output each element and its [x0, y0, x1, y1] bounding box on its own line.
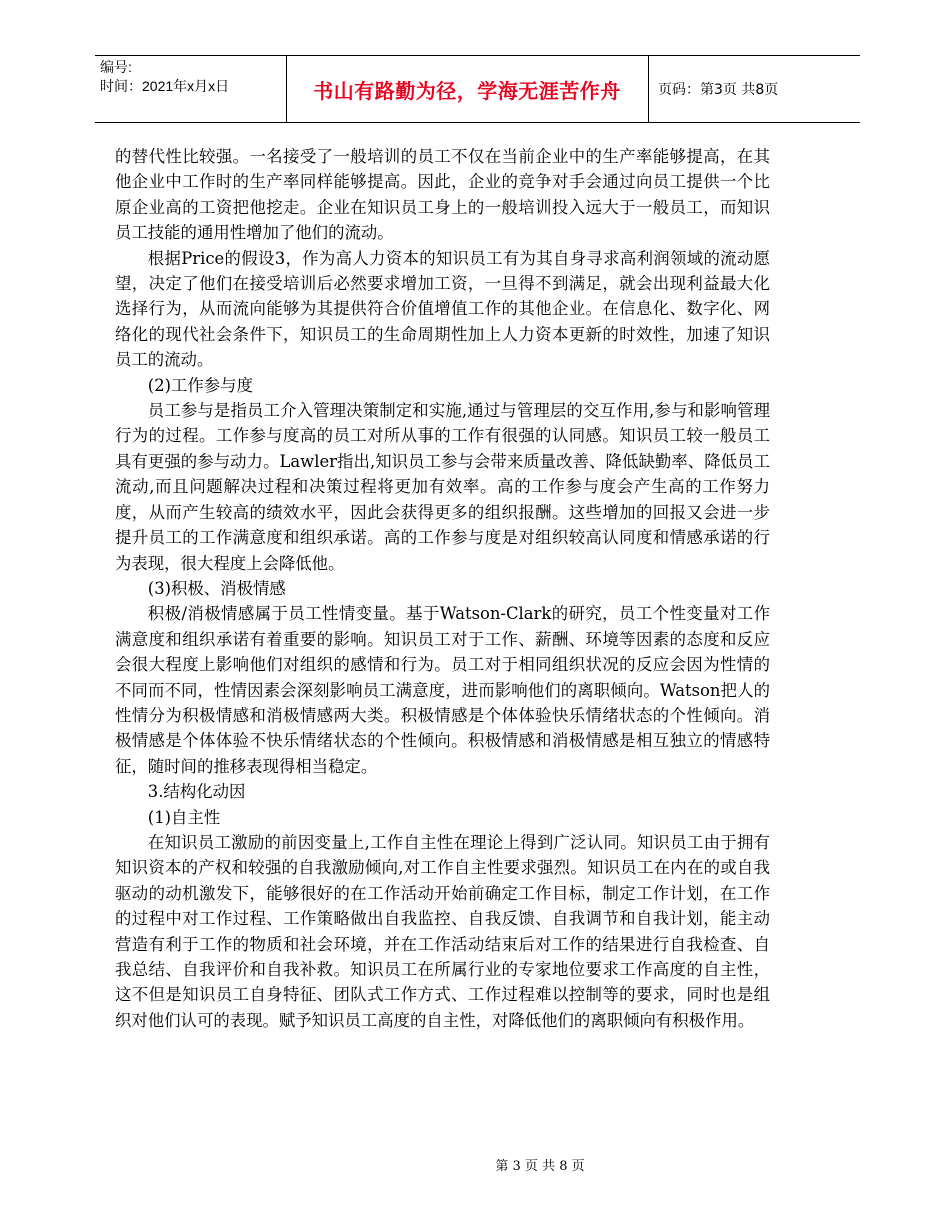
header-bottom-rule: [95, 122, 860, 123]
header-divider-left: [286, 56, 287, 122]
header-meta: [100, 58, 229, 96]
section-heading: (1)自主性: [147, 807, 221, 827]
header-page-info: 页码：第3页 共8页: [658, 82, 779, 98]
header-divider-right: [648, 56, 649, 122]
paragraph: 在知识员工激励的前因变量上,工作自主性在理论上得到广泛认同。知识员工由于拥有知识资本的产权和较强的自我激励倾向,对工作自主性要求强烈。知识员工在内在的或自我驱动的动机激发下，能够很好的在工作活动开始前确定工作目标，制定工作计划，在工作的过程中对工作过程、工作策略做出自我监控、自我反馈、自我调节和自我计划，能主动营造有利于工作的物质和社会环境，并在工作活动结束后对工作的结果进行自我检查、自我总结、自我评价和自我补救。知识员工在所属行业的专家地位要求工作高度的自主性，这不但是知识员工自身特征、团队式工作方式、工作过程难以控制等的要求，同时也是组织对他们认可的表现。赋予知识员工高度的自主性，对降低他们的离职倾向有积极作用。: [115, 832, 770, 1030]
section-heading: 3.结构化动因: [147, 782, 246, 802]
paragraph: 的替代性比较强。一名接受了一般培训的员工不仅在当前企业中的生产率能够提高，在其他企业中工作时的生产率同样能够提高。因此，企业的竞争对手会通过向员工提供一个比原企业高的工资把他挖走。企业在知识员工身上的一般培训投入远大于一般员工，而知识员工技能的通用性增加了他们的流动。: [115, 147, 770, 243]
paragraph: 积极/消极情感属于员工性情变量。基于Watson-Clark的研究，员工个性变量对工作满意度和组织承诺有着重要的影响。知识员工对于工作、薪酬、环境等因素的态度和反应会很大程度上影响他们对组织的感情和行为。员工对于相同组织状况的反应会因为性情的不同而不同，性情因素会深刻影响员工满意度，进而影响他们的离职倾向。Watson把人的性情分为积极情感和消极情感两大类。积极情感是个体体验快乐情绪状态的个性倾向。消极情感是个体体验不快乐情绪状态的个性倾向。积极情感和消极情感是相互独立的情感特征，随时间的推移表现得相当稳定。: [115, 604, 770, 776]
paragraph: 员工参与是指员工介入管理决策制定和实施,通过与管理层的交互作用,参与和影响管理行为的过程。工作参与度高的员工对所从事的工作有很强的认同感。知识员工较一般员工具有更强的参与动力。Lawler指出,知识员工参与会带来质量改善、降低缺勤率、降低员工流动,而且问题解决过程和决策过程将更加有效率。高的工作参与度会产生高的工作努力度，从而产生较高的绩效水平，因此会获得更多的组织报酬。这些增加的回报又会进一步提升员工的工作满意度和组织承诺。高的工作参与度是对组织较高认同度和情感承诺的行为表现，很大程度上会降低他。: [115, 401, 770, 573]
header-time-label: 时间：2021年x月x日: [100, 78, 230, 94]
page-footer: 第 3 页 共 8 页: [495, 1159, 585, 1174]
paragraph: 根据Price的假设3，作为高人力资本的知识员工有为其自身寻求高利润领域的流动愿望，决定了他们在接受培训后必然要求增加工资，一旦得不到满足，就会出现利益最大化选择行为，从而流向能够为其提供符合价值增值工作的其他企业。在信息化、数字化、网络化的现代社会条件下，知识员工的生命周期性加上人力资本更新的时效性，加速了知识员工的流动。: [115, 248, 770, 370]
header-number-label: 编号:: [100, 59, 132, 75]
section-heading: (3)积极、消极情感: [147, 578, 286, 598]
section-heading: (2)工作参与度: [147, 375, 253, 395]
header-motto: 书山有路勤为径，学海无涯苦作舟: [313, 78, 621, 103]
document-body: [115, 144, 770, 1033]
